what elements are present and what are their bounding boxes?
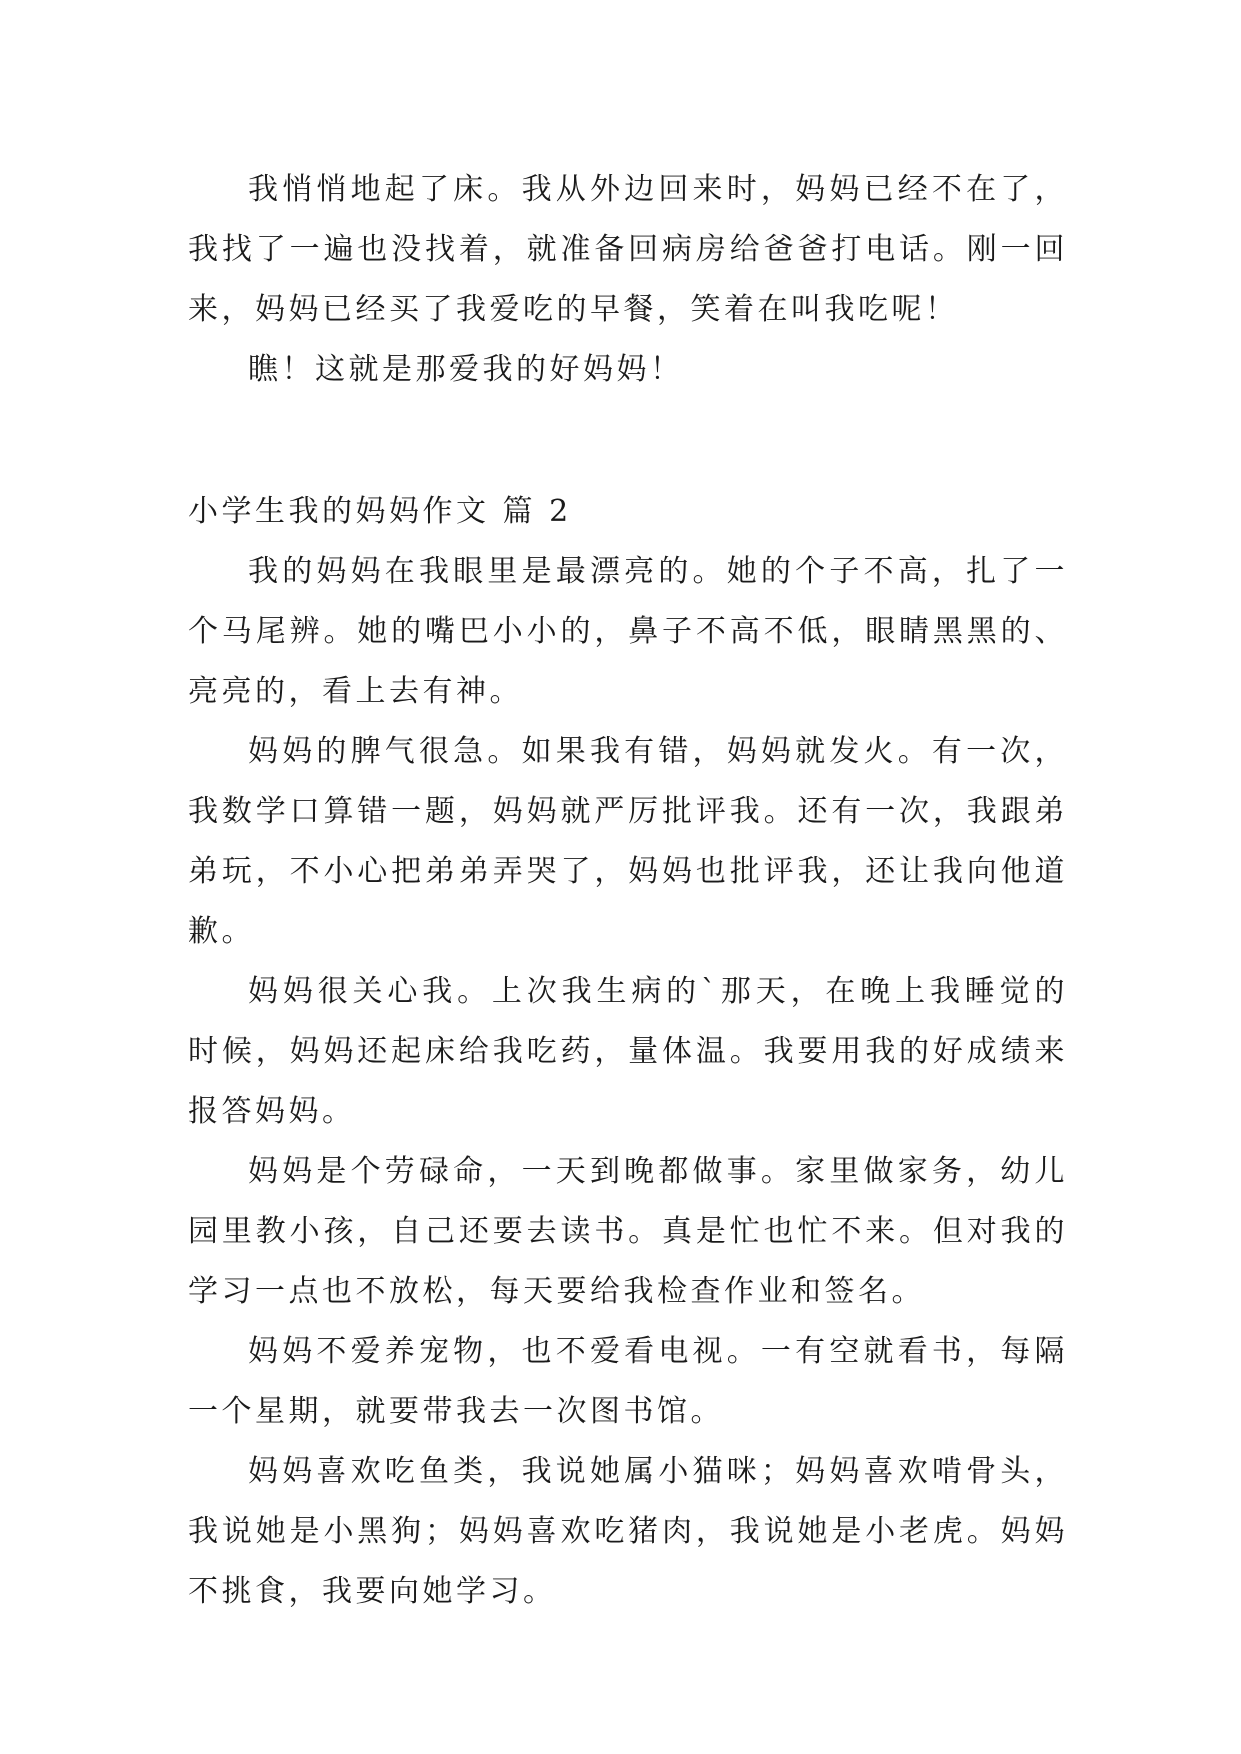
paragraph: 妈妈是个劳碌命，一天到晚都做事。家里做家务，幼儿园里教小孩，自己还要去读书。真是忙也忙不来。但对我的学习一点也不放松，每天要给我检查作业和签名。 (188, 1154, 1068, 1309)
section-title: 小学生我的妈妈作文 篇 2 (188, 494, 572, 529)
paragraph: 妈妈很关心我。上次我生病的`那天，在晚上我睡觉的时候，妈妈还起床给我吃药，量体温。我要用我的好成绩来报答妈妈。 (188, 974, 1068, 1129)
paragraph: 妈妈不爱养宠物，也不爱看电视。一有空就看书，每隔一个星期，就要带我去一次图书馆。 (188, 1334, 1068, 1429)
paragraph: 瞧！这就是那爱我的好妈妈！ (248, 352, 684, 387)
section-gap (188, 400, 1068, 482)
paragraph: 我悄悄地起了床。我从外边回来时，妈妈已经不在了，我找了一遍也没找着，就准备回病房给爸爸打电话。刚一回来，妈妈已经买了我爱吃的早餐，笑着在叫我吃呢！ (188, 172, 1068, 327)
paragraph: 妈妈喜欢吃鱼类，我说她属小猫咪；妈妈喜欢啃骨头，我说她是小黑狗；妈妈喜欢吃猪肉，我说她是小老虎。妈妈不挑食，我要向她学习。 (188, 1454, 1068, 1609)
document-page (188, 160, 1068, 1622)
paragraph: 妈妈的脾气很急。如果我有错，妈妈就发火。有一次，我数学口算错一题，妈妈就严厉批评我。还有一次，我跟弟弟玩，不小心把弟弟弄哭了，妈妈也批评我，还让我向他道歉。 (188, 734, 1068, 949)
paragraph: 我的妈妈在我眼里是最漂亮的。她的个子不高，扎了一个马尾辨。她的嘴巴小小的，鼻子不高不低，眼睛黑黑的、亮亮的，看上去有神。 (188, 554, 1068, 709)
